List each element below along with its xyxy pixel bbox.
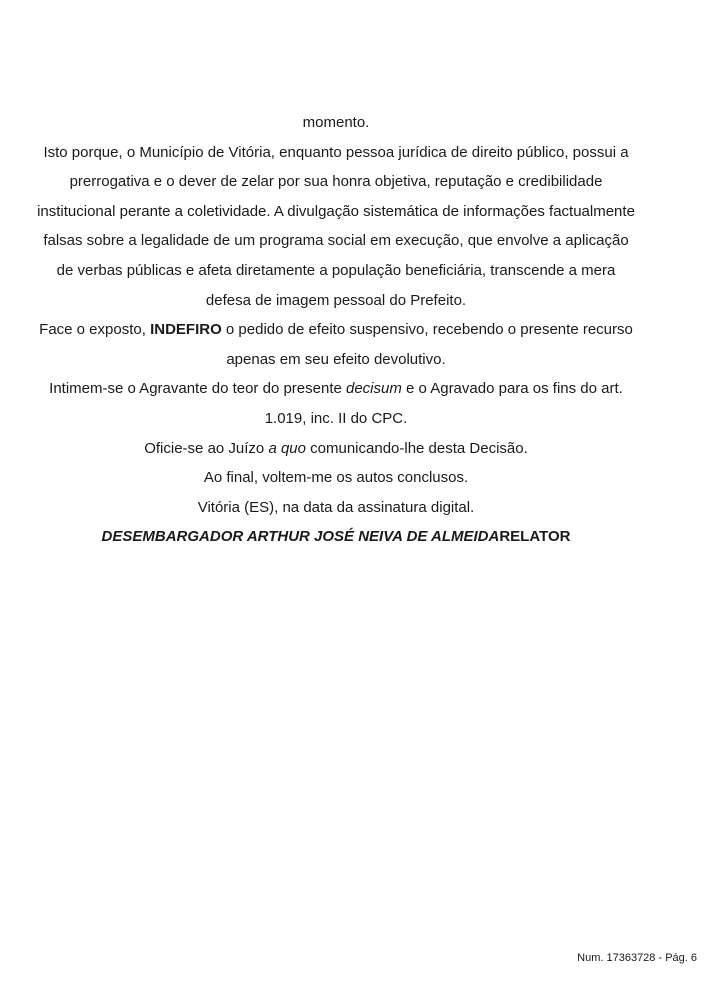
text-run: apenas em seu efeito devolutivo. [226, 350, 446, 368]
text-run: e o Agravado para os fins do art. [401, 380, 623, 398]
doc-line-face-o-exposto [36, 315, 636, 345]
doc-line-cpc [36, 404, 636, 434]
document-body [36, 0, 636, 552]
doc-line-vitoria [36, 493, 636, 523]
doc-line-signature [36, 522, 636, 552]
text-run: Intimem-se o Agravante do teor do presente [49, 380, 346, 398]
page-number-label: Num. 17363728 - Pág. 6 [577, 952, 697, 964]
text-run: 1.019, inc. II do CPC. [264, 409, 408, 427]
text-run-a-quo: a quo [268, 439, 306, 457]
doc-line-defesa [36, 286, 636, 316]
doc-line-prerrogativa [36, 167, 636, 197]
text-run: momento. [302, 114, 370, 131]
doc-line-institucional [36, 197, 636, 227]
text-run-indefiro: INDEFIRO [150, 321, 222, 339]
text-run: institucional perante a coletividade. A divulgação sistemática de informações factualmente [37, 202, 635, 220]
doc-line-momento [36, 108, 636, 138]
text-run-decisum: decisum [346, 380, 402, 398]
doc-line-verbas [36, 256, 636, 286]
text-run: Oficie-se ao Juízo [144, 439, 269, 457]
text-run: Isto porque, o Município de Vitória, enquanto pessoa jurídica de direito público, possui a [43, 143, 629, 161]
text-run: defesa de imagem pessoal do Prefeito. [205, 291, 467, 309]
doc-line-oficie-se [36, 434, 636, 464]
text-run: falsas sobre a legalidade de um programa social em execução, que envolve a aplicação [43, 232, 629, 250]
text-run: prerrogativa e o dever de zelar por sua honra objetiva, reputação e credibilidade [69, 173, 603, 191]
text-run: o pedido de efeito suspensivo, recebendo o presente recurso [221, 321, 633, 339]
text-run: comunicando-lhe desta Decisão. [305, 439, 528, 457]
doc-line-apenas [36, 345, 636, 375]
doc-line-isto-porque [36, 138, 636, 168]
text-run: Vitória (ES), na data da assinatura digital. [197, 498, 475, 516]
text-run: de verbas públicas e afeta diretamente a população beneficiária, transcende a mera [56, 261, 616, 279]
text-run-relator: RELATOR [499, 528, 571, 546]
text-run: Face o exposto, [39, 321, 151, 339]
doc-line-intimem-se [36, 374, 636, 404]
text-run-desembargador-name: DESEMBARGADOR ARTHUR JOSÉ NEIVA DE ALMEIDA [101, 528, 500, 546]
page-footer [577, 951, 697, 965]
doc-line-falsas [36, 226, 636, 256]
doc-line-ao-final [36, 463, 636, 493]
text-run: Ao final, voltem-me os autos conclusos. [203, 469, 469, 487]
